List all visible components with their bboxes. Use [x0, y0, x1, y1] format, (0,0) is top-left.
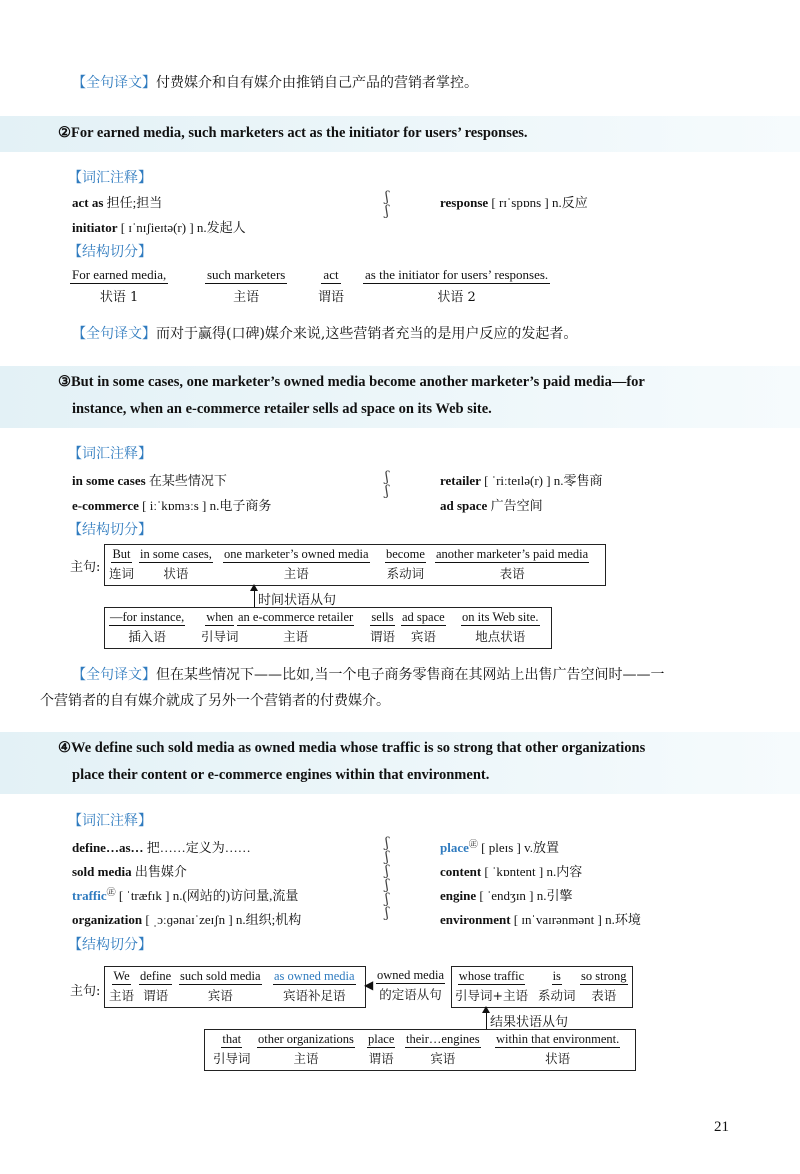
s4-main-part-0: We 主语 [109, 969, 135, 1003]
vocab-4-left-1: sold media 出售媒介 [72, 864, 187, 879]
main-clause-label: 主句: [70, 984, 101, 999]
top-translation: 【全句译文】付费媒介和自有媒介由推销自己产品的营销者掌控。 [72, 75, 478, 91]
s4-sub-part-0: that 引导词 [213, 1032, 251, 1066]
s4-attr-clause-box [451, 966, 633, 1008]
s2-part-2: act 谓语 [318, 267, 345, 305]
s3-sub-part-3: sells 谓语 [370, 610, 396, 644]
vocab-2-right-0: response [ rɪˈspɒns ] n.反应 [440, 195, 588, 210]
page-number: 21 [714, 1119, 729, 1135]
translation-tag: 【全句译文】 [72, 75, 156, 91]
s4-main-part-2: such sold media 宾语 [180, 969, 261, 1003]
s4-clause-part-0: whose traffic 引导词+主语 [455, 969, 528, 1003]
translation-2: 【全句译文】而对于赢得(口碑)媒介来说,这些营销者充当的是用户反应的发起者。 [72, 326, 578, 342]
s3-sub-part-5: on its Web site. 地点状语 [462, 610, 539, 644]
vocab-3-left-1: e-commerce [ iːˈkɒmɜːs ] n.电子商务 [72, 498, 272, 513]
s2-part-1: such marketers 主语 [207, 267, 286, 305]
s3-arrow [254, 590, 255, 608]
s3-main-part-1: in some cases, 状语 [140, 547, 212, 581]
structure-tag-4: 【结构切分】 [68, 937, 152, 953]
s4-sub-part-1: other organizations 主语 [258, 1032, 354, 1066]
s2-part-0: For earned media, 状语 1 [72, 267, 167, 305]
vocab-3-right-1: ad space 广告空间 [440, 498, 543, 513]
s3-main-clause-box [104, 544, 606, 586]
vocab-tag-3: 【词汇注释】 [68, 446, 152, 462]
s4-clause-part-2: so strong 表语 [581, 969, 627, 1003]
s4-main-clause-box [104, 966, 366, 1008]
s3-main-part-0: But 连词 [109, 547, 135, 581]
s3-main-part-3: become 系动词 [386, 547, 425, 581]
vocab-2-left-1: initiator [ ɪˈnɪʃieɪtə(r) ] n.发起人 [72, 220, 246, 235]
vocab-4-right-3: environment [ ɪnˈvaɪrənmənt ] n.环境 [440, 912, 641, 927]
vocab-4-right-2: engine [ ˈendʒɪn ] n.引擎 [440, 888, 573, 903]
s4-sub-part-2: place 谓语 [368, 1032, 395, 1066]
s4-link-arrow: ◀ [364, 978, 374, 992]
s3-sub-clause-box [104, 607, 552, 649]
vocab-4-left-3: organization [ ˌɔːɡənaɪˈzeɪʃn ] n.组织;机构 [72, 912, 302, 927]
s3-main-part-2: one marketer’s owned media 主语 [224, 547, 369, 581]
s3-main-part-4: another marketer’s paid media 表语 [436, 547, 589, 581]
vocab-4-right-1: content [ ˈkɒntent ] n.内容 [440, 864, 583, 879]
s4-main-part-1: define 谓语 [140, 969, 172, 1003]
divider-wave: ʃ ʃ [385, 189, 389, 219]
s4-attr-part-0: owned media 的定语从句 [377, 968, 444, 1002]
divider-wave: ʃ ʃ [385, 469, 389, 499]
vocab-tag-4: 【词汇注释】 [68, 813, 152, 829]
translation-3-line-1: 【全句译文】但在某些情况下——比如,当一个电子商务零售商在其网站上出售广告空间时——一 [72, 667, 665, 683]
s2-part-3: as the initiator for users’ responses. 状语 2 [365, 267, 549, 305]
s4-sub-part-4: within that environment. 状语 [496, 1032, 620, 1066]
sentence-3-line-1: ③But in some cases, one marketer’s owned media become another marketer’s paid media—for [58, 374, 645, 390]
s3-sub-part-2: an e-commerce retailer 主语 [238, 610, 354, 644]
sentence-4-line-1: ④We define such sold media as owned media whose traffic is so strong that other organizations [58, 740, 646, 756]
divider-wave: ʃ ʃ ʃ ʃ ʃ ʃ [385, 835, 389, 921]
main-clause-label: 主句: [70, 560, 101, 575]
s3-sub-part-1: when 引导词 [201, 610, 239, 644]
s4-arrow [486, 1012, 487, 1029]
vocab-3-left-0: in some cases 在某些情况下 [72, 473, 227, 488]
s3-sub-part-0: —for instance, 插入语 [110, 610, 185, 644]
translation-3-line-2: 个营销者的自有媒介就成了另外一个营销者的付费媒介。 [40, 693, 390, 709]
sentence-4-line-2: place their content or e-commerce engines within that environment. [72, 767, 490, 783]
s4-sub-label: 结果状语从句 [490, 1015, 569, 1030]
vocab-2-left-0: act as 担任;担当 [72, 195, 163, 210]
vocab-3-right-0: retailer [ ˈriːteɪlə(r) ] n.零售商 [440, 473, 603, 488]
s4-sub-clause-box [204, 1029, 636, 1071]
vocab-4-right-0: place㊣ [ pleɪs ] v.放置 [440, 839, 560, 855]
s3-sub-part-4: ad space 宾语 [402, 610, 445, 644]
sentence-3-line-2: instance, when an e-commerce retailer sells ad space on its Web site. [72, 401, 492, 417]
vocab-4-left-2: traffic㊣ [ ˈtræfɪk ] n.(网站的)访问量,流量 [72, 887, 299, 903]
vocab-tag-2: 【词汇注释】 [68, 170, 152, 186]
s3-sub-label: 时间状语从句 [258, 593, 337, 608]
sentence-2: ②For earned media, such marketers act as the initiator for users’ responses. [58, 125, 528, 141]
s4-main-part-3: as owned media 宾语补足语 [274, 969, 355, 1003]
structure-tag-3: 【结构切分】 [68, 522, 152, 538]
vocab-4-left-0: define…as… 把……定义为…… [72, 840, 251, 855]
s4-clause-part-1: is 系动词 [538, 969, 576, 1003]
structure-tag-2: 【结构切分】 [68, 244, 152, 260]
s4-sub-part-3: their…engines 宾语 [406, 1032, 480, 1066]
